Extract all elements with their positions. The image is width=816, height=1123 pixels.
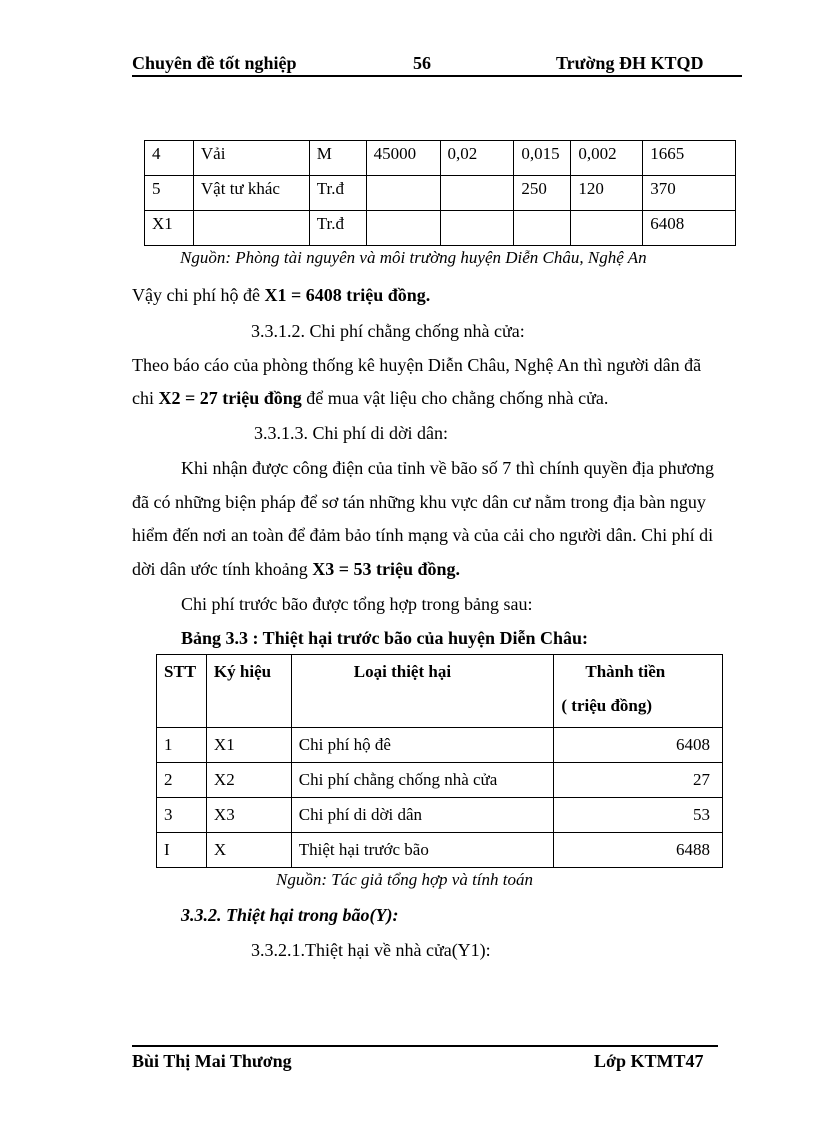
table-row: 3 X3 Chi phí di dời dân 53 [157, 798, 723, 833]
heading-3-3-1-2: 3.3.1.2. Chi phí chằng chống nhà cửa: [251, 321, 525, 341]
page-number: 56 [413, 53, 431, 73]
footer-left: Bùi Thị Mai Thương [132, 1051, 292, 1071]
paragraph-x2: chi X2 = 27 triệu đồng để mua vật liệu cho chằng chống nhà cửa. [132, 388, 609, 408]
table1-source: Nguồn: Phòng tài nguyên và môi trường huyện Diễn Châu, Nghệ An [180, 248, 647, 267]
footer-right: Lớp KTMT47 [594, 1051, 704, 1071]
header-left: Chuyên đề tốt nghiệp [132, 53, 297, 73]
col-type: Loại thiệt hại [291, 655, 554, 728]
header-rule [132, 75, 742, 77]
paragraph-x3: dời dân ước tính khoảng X3 = 53 triệu đồng. [132, 559, 461, 579]
table2-source: Nguồn: Tác giả tổng hợp và tính toán [276, 870, 533, 889]
table-row: 2 X2 Chi phí chằng chống nhà cửa 27 [157, 763, 723, 798]
pre-storm-damage-table [156, 654, 723, 868]
table-row: I X Thiệt hại trước bão 6488 [157, 833, 723, 868]
heading-3-3-2-1: 3.3.2.1.Thiệt hại về nhà cửa(Y1): [251, 940, 491, 960]
paragraph-x1: Vậy chi phí hộ đê X1 = 6408 triệu đồng. [132, 285, 431, 305]
table-row: 1 X1 Chi phí hộ đê 6408 [157, 728, 723, 763]
header-right: Trường ĐH KTQD [556, 53, 704, 73]
paragraph-line: đã có những biện pháp để sơ tán những khu vực dân cư nằm trong địa bàn nguy [132, 492, 706, 512]
table-header-row [157, 655, 723, 728]
paragraph-line: Chi phí trước bão được tổng hợp trong bảng sau: [181, 594, 533, 614]
footer-rule [132, 1045, 718, 1047]
col-code: Ký hiệu [206, 655, 291, 728]
col-stt: STT [157, 655, 207, 728]
heading-3-3-1-3: 3.3.1.3. Chi phí di dời dân: [254, 423, 449, 443]
table-row: 4 Vải M 45000 0,02 0,015 0,002 1665 [145, 141, 736, 176]
heading-3-3-2: 3.3.2. Thiệt hại trong bão(Y): [181, 905, 399, 925]
paragraph-line: Khi nhận được công điện của tỉnh về bão số 7 thì chính quyền địa phương [181, 458, 714, 478]
table-row: 5 Vật tư khác Tr.đ 250 120 370 [145, 176, 736, 211]
cost-table-continued [144, 140, 736, 246]
col-amount: Thành tiền ( triệu đồng) [554, 655, 723, 728]
paragraph-line: hiểm đến nơi an toàn để đảm bảo tính mạng và của cải cho người dân. Chi phí di [132, 525, 714, 545]
paragraph-line: Theo báo cáo của phòng thống kê huyện Diễn Châu, Nghệ An thì người dân đã [132, 355, 702, 375]
table-row: X1 Tr.đ 6408 [145, 211, 736, 246]
table2-title: Bảng 3.3 : Thiệt hại trước bão của huyện Diễn Châu: [181, 628, 588, 648]
